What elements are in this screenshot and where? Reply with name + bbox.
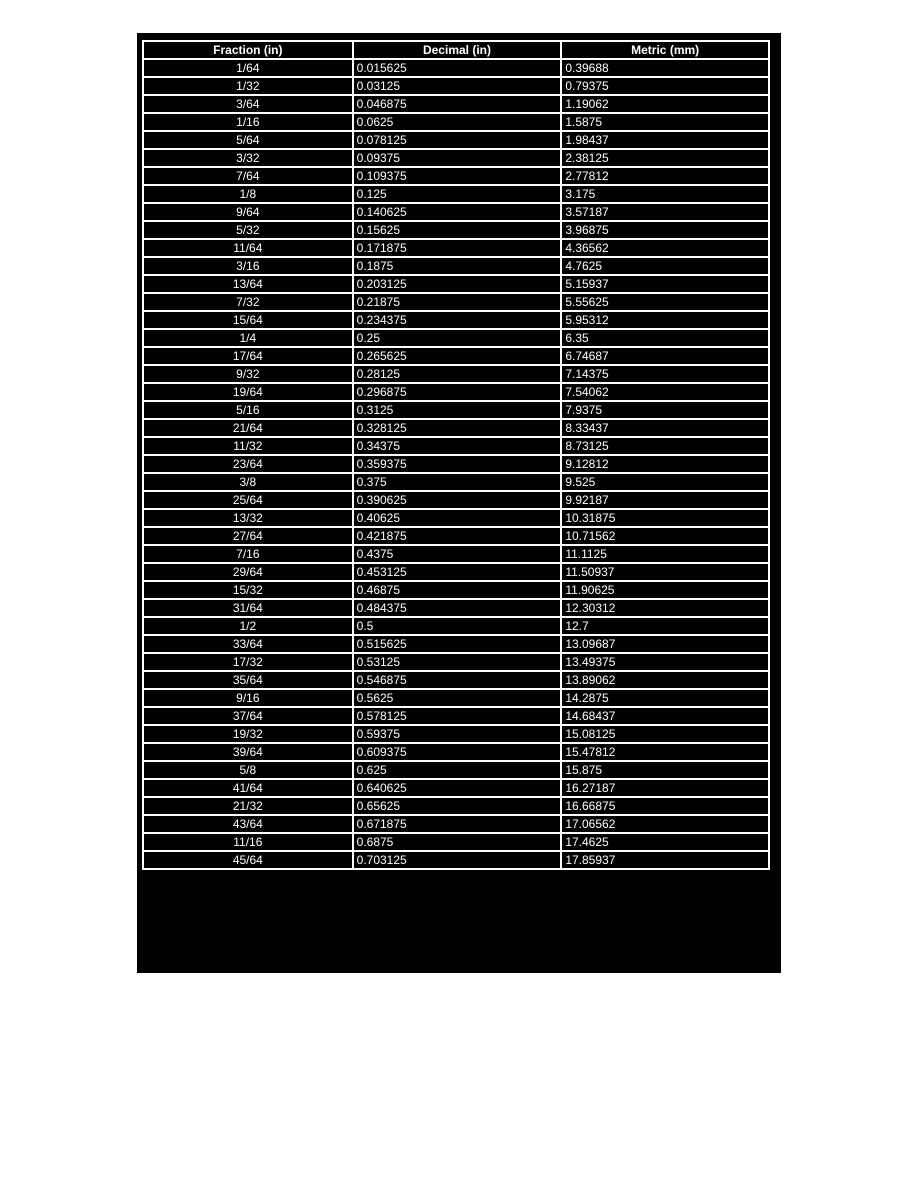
table-row bbox=[143, 329, 769, 347]
metric-cell: 1.98437 bbox=[561, 131, 769, 149]
fraction-cell: 11/16 bbox=[143, 833, 353, 851]
table-row bbox=[143, 185, 769, 203]
fraction-cell: 15/64 bbox=[143, 311, 353, 329]
fraction-cell: 1/16 bbox=[143, 113, 353, 131]
conversion-table bbox=[142, 40, 770, 870]
decimal-cell: 0.125 bbox=[353, 185, 562, 203]
table-body bbox=[143, 59, 769, 869]
table-row bbox=[143, 491, 769, 509]
fraction-cell: 1/8 bbox=[143, 185, 353, 203]
conversion-table-panel bbox=[137, 33, 781, 973]
table-row bbox=[143, 797, 769, 815]
fraction-cell: 31/64 bbox=[143, 599, 353, 617]
table-row bbox=[143, 563, 769, 581]
metric-cell: 1.5875 bbox=[561, 113, 769, 131]
fraction-cell: 7/64 bbox=[143, 167, 353, 185]
decimal-cell: 0.03125 bbox=[353, 77, 562, 95]
metric-cell: 7.54062 bbox=[561, 383, 769, 401]
fraction-cell: 43/64 bbox=[143, 815, 353, 833]
decimal-cell: 0.484375 bbox=[353, 599, 562, 617]
decimal-cell: 0.21875 bbox=[353, 293, 562, 311]
decimal-cell: 0.234375 bbox=[353, 311, 562, 329]
metric-cell: 0.79375 bbox=[561, 77, 769, 95]
fraction-cell: 21/64 bbox=[143, 419, 353, 437]
fraction-cell: 21/32 bbox=[143, 797, 353, 815]
fraction-cell: 17/32 bbox=[143, 653, 353, 671]
table-row bbox=[143, 779, 769, 797]
metric-cell: 17.85937 bbox=[561, 851, 769, 869]
metric-cell: 16.27187 bbox=[561, 779, 769, 797]
table-row bbox=[143, 851, 769, 869]
metric-cell: 7.9375 bbox=[561, 401, 769, 419]
fraction-cell: 3/16 bbox=[143, 257, 353, 275]
metric-cell: 13.89062 bbox=[561, 671, 769, 689]
fraction-cell: 19/64 bbox=[143, 383, 353, 401]
fraction-cell: 39/64 bbox=[143, 743, 353, 761]
fraction-cell: 35/64 bbox=[143, 671, 353, 689]
decimal-cell: 0.28125 bbox=[353, 365, 562, 383]
table-row bbox=[143, 149, 769, 167]
decimal-cell: 0.65625 bbox=[353, 797, 562, 815]
fraction-cell: 5/16 bbox=[143, 401, 353, 419]
table-row bbox=[143, 275, 769, 293]
metric-cell: 5.95312 bbox=[561, 311, 769, 329]
metric-cell: 8.33437 bbox=[561, 419, 769, 437]
metric-cell: 10.31875 bbox=[561, 509, 769, 527]
decimal-cell: 0.703125 bbox=[353, 851, 562, 869]
decimal-cell: 0.53125 bbox=[353, 653, 562, 671]
decimal-cell: 0.390625 bbox=[353, 491, 562, 509]
decimal-cell: 0.515625 bbox=[353, 635, 562, 653]
fraction-cell: 9/16 bbox=[143, 689, 353, 707]
fraction-cell: 3/8 bbox=[143, 473, 353, 491]
table-row bbox=[143, 473, 769, 491]
metric-cell: 15.875 bbox=[561, 761, 769, 779]
metric-cell: 13.49375 bbox=[561, 653, 769, 671]
metric-cell: 3.175 bbox=[561, 185, 769, 203]
table-row bbox=[143, 707, 769, 725]
table-row bbox=[143, 671, 769, 689]
fraction-cell: 41/64 bbox=[143, 779, 353, 797]
metric-cell: 14.68437 bbox=[561, 707, 769, 725]
metric-cell: 4.36562 bbox=[561, 239, 769, 257]
table-row bbox=[143, 203, 769, 221]
fraction-cell: 1/4 bbox=[143, 329, 353, 347]
metric-cell: 7.14375 bbox=[561, 365, 769, 383]
metric-cell: 11.1125 bbox=[561, 545, 769, 563]
fraction-cell: 1/2 bbox=[143, 617, 353, 635]
decimal-cell: 0.40625 bbox=[353, 509, 562, 527]
fraction-cell: 27/64 bbox=[143, 527, 353, 545]
decimal-cell: 0.5625 bbox=[353, 689, 562, 707]
decimal-cell: 0.046875 bbox=[353, 95, 562, 113]
metric-cell: 17.4625 bbox=[561, 833, 769, 851]
table-row bbox=[143, 257, 769, 275]
decimal-cell: 0.109375 bbox=[353, 167, 562, 185]
decimal-cell: 0.671875 bbox=[353, 815, 562, 833]
decimal-cell: 0.640625 bbox=[353, 779, 562, 797]
fraction-cell: 13/32 bbox=[143, 509, 353, 527]
fraction-cell: 7/16 bbox=[143, 545, 353, 563]
metric-cell: 3.57187 bbox=[561, 203, 769, 221]
metric-cell: 9.12812 bbox=[561, 455, 769, 473]
fraction-cell: 17/64 bbox=[143, 347, 353, 365]
decimal-cell: 0.0625 bbox=[353, 113, 562, 131]
decimal-cell: 0.46875 bbox=[353, 581, 562, 599]
decimal-cell: 0.25 bbox=[353, 329, 562, 347]
table-row bbox=[143, 401, 769, 419]
table-row bbox=[143, 635, 769, 653]
decimal-cell: 0.140625 bbox=[353, 203, 562, 221]
decimal-cell: 0.421875 bbox=[353, 527, 562, 545]
metric-cell: 16.66875 bbox=[561, 797, 769, 815]
metric-cell: 3.96875 bbox=[561, 221, 769, 239]
fraction-cell: 5/64 bbox=[143, 131, 353, 149]
decimal-cell: 0.171875 bbox=[353, 239, 562, 257]
decimal-cell: 0.1875 bbox=[353, 257, 562, 275]
fraction-cell: 9/64 bbox=[143, 203, 353, 221]
table-row bbox=[143, 437, 769, 455]
decimal-cell: 0.296875 bbox=[353, 383, 562, 401]
fraction-cell: 19/32 bbox=[143, 725, 353, 743]
fraction-cell: 33/64 bbox=[143, 635, 353, 653]
metric-cell: 0.39688 bbox=[561, 59, 769, 77]
decimal-cell: 0.5 bbox=[353, 617, 562, 635]
fraction-cell: 23/64 bbox=[143, 455, 353, 473]
decimal-cell: 0.15625 bbox=[353, 221, 562, 239]
fraction-cell: 7/32 bbox=[143, 293, 353, 311]
table-row bbox=[143, 545, 769, 563]
table-row bbox=[143, 167, 769, 185]
table-row bbox=[143, 689, 769, 707]
decimal-cell: 0.078125 bbox=[353, 131, 562, 149]
table-row bbox=[143, 365, 769, 383]
fraction-cell: 1/64 bbox=[143, 59, 353, 77]
metric-cell: 17.06562 bbox=[561, 815, 769, 833]
table-row bbox=[143, 383, 769, 401]
fraction-cell: 1/32 bbox=[143, 77, 353, 95]
decimal-cell: 0.203125 bbox=[353, 275, 562, 293]
table-row bbox=[143, 311, 769, 329]
metric-cell: 1.19062 bbox=[561, 95, 769, 113]
fraction-cell: 9/32 bbox=[143, 365, 353, 383]
table-row bbox=[143, 599, 769, 617]
metric-cell: 15.08125 bbox=[561, 725, 769, 743]
table-row bbox=[143, 131, 769, 149]
decimal-cell: 0.375 bbox=[353, 473, 562, 491]
decimal-cell: 0.34375 bbox=[353, 437, 562, 455]
metric-cell: 13.09687 bbox=[561, 635, 769, 653]
metric-cell: 2.77812 bbox=[561, 167, 769, 185]
header-metric: Metric (mm) bbox=[561, 41, 769, 59]
table-row bbox=[143, 419, 769, 437]
fraction-cell: 5/8 bbox=[143, 761, 353, 779]
metric-cell: 11.50937 bbox=[561, 563, 769, 581]
table-row bbox=[143, 95, 769, 113]
table-row bbox=[143, 509, 769, 527]
fraction-cell: 13/64 bbox=[143, 275, 353, 293]
table-row bbox=[143, 347, 769, 365]
metric-cell: 12.30312 bbox=[561, 599, 769, 617]
header-fraction: Fraction (in) bbox=[143, 41, 353, 59]
decimal-cell: 0.09375 bbox=[353, 149, 562, 167]
metric-cell: 6.74687 bbox=[561, 347, 769, 365]
decimal-cell: 0.3125 bbox=[353, 401, 562, 419]
decimal-cell: 0.359375 bbox=[353, 455, 562, 473]
fraction-cell: 29/64 bbox=[143, 563, 353, 581]
fraction-cell: 25/64 bbox=[143, 491, 353, 509]
metric-cell: 5.15937 bbox=[561, 275, 769, 293]
decimal-cell: 0.4375 bbox=[353, 545, 562, 563]
table-row bbox=[143, 221, 769, 239]
decimal-cell: 0.578125 bbox=[353, 707, 562, 725]
metric-cell: 4.7625 bbox=[561, 257, 769, 275]
metric-cell: 2.38125 bbox=[561, 149, 769, 167]
table-row bbox=[143, 761, 769, 779]
fraction-cell: 3/32 bbox=[143, 149, 353, 167]
fraction-cell: 3/64 bbox=[143, 95, 353, 113]
metric-cell: 11.90625 bbox=[561, 581, 769, 599]
table-row bbox=[143, 455, 769, 473]
fraction-cell: 15/32 bbox=[143, 581, 353, 599]
decimal-cell: 0.265625 bbox=[353, 347, 562, 365]
table-row bbox=[143, 527, 769, 545]
decimal-cell: 0.453125 bbox=[353, 563, 562, 581]
table-row bbox=[143, 293, 769, 311]
decimal-cell: 0.015625 bbox=[353, 59, 562, 77]
table-row bbox=[143, 239, 769, 257]
header-row bbox=[143, 41, 769, 59]
table-row bbox=[143, 113, 769, 131]
metric-cell: 8.73125 bbox=[561, 437, 769, 455]
table-row bbox=[143, 725, 769, 743]
header-decimal: Decimal (in) bbox=[353, 41, 562, 59]
fraction-cell: 11/32 bbox=[143, 437, 353, 455]
table-row bbox=[143, 815, 769, 833]
metric-cell: 14.2875 bbox=[561, 689, 769, 707]
decimal-cell: 0.625 bbox=[353, 761, 562, 779]
decimal-cell: 0.6875 bbox=[353, 833, 562, 851]
table-row bbox=[143, 581, 769, 599]
fraction-cell: 5/32 bbox=[143, 221, 353, 239]
table-row bbox=[143, 617, 769, 635]
fraction-cell: 37/64 bbox=[143, 707, 353, 725]
decimal-cell: 0.609375 bbox=[353, 743, 562, 761]
fraction-cell: 45/64 bbox=[143, 851, 353, 869]
metric-cell: 9.92187 bbox=[561, 491, 769, 509]
table-row bbox=[143, 59, 769, 77]
metric-cell: 6.35 bbox=[561, 329, 769, 347]
fraction-cell: 11/64 bbox=[143, 239, 353, 257]
decimal-cell: 0.59375 bbox=[353, 725, 562, 743]
table-row bbox=[143, 743, 769, 761]
decimal-cell: 0.546875 bbox=[353, 671, 562, 689]
metric-cell: 5.55625 bbox=[561, 293, 769, 311]
table-row bbox=[143, 833, 769, 851]
table-row bbox=[143, 77, 769, 95]
metric-cell: 12.7 bbox=[561, 617, 769, 635]
table-row bbox=[143, 653, 769, 671]
decimal-cell: 0.328125 bbox=[353, 419, 562, 437]
metric-cell: 9.525 bbox=[561, 473, 769, 491]
metric-cell: 15.47812 bbox=[561, 743, 769, 761]
metric-cell: 10.71562 bbox=[561, 527, 769, 545]
